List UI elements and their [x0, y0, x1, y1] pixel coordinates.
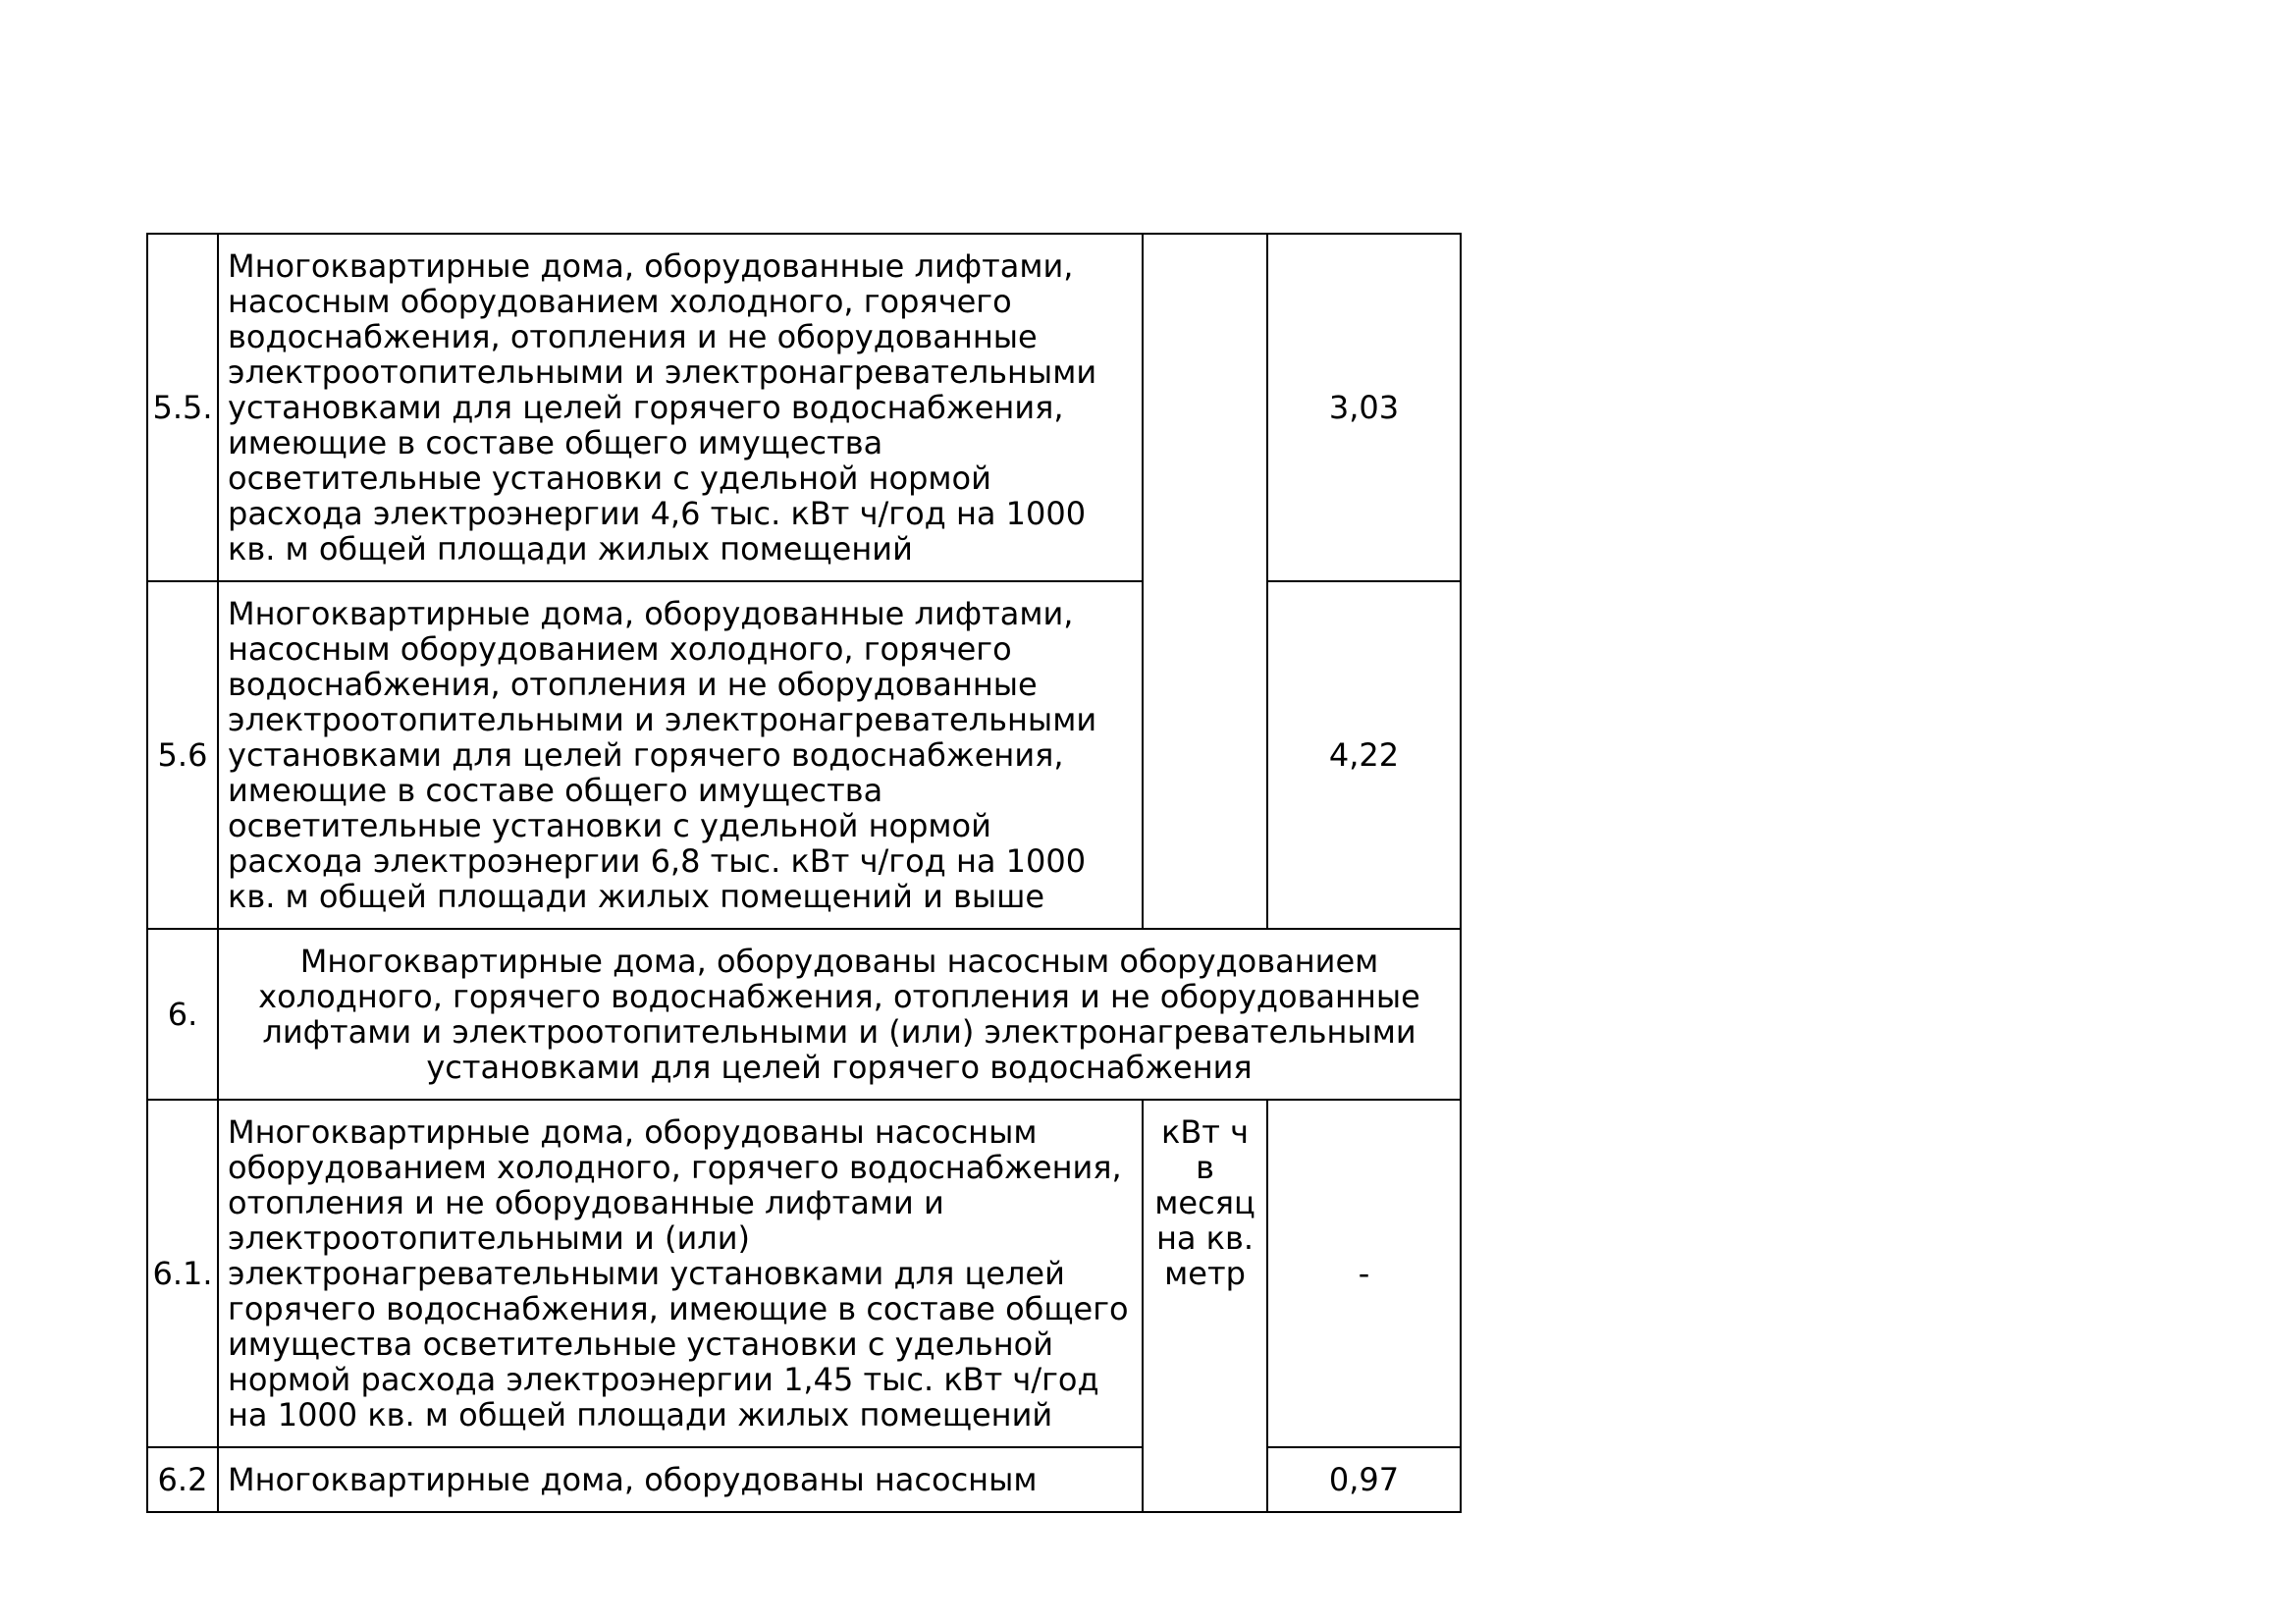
- row-description: Многоквартирные дома, оборудованные лифтами, насосным оборудованием холодного, горячего водоснабжения, отопления и не оборудованные электроотопительными и электронагревательными установками для целей горячего водоснабжения, имеющие в составе общего имущества осветительные установки с удельной нормой расхода электроэнергии 6,8 тыс. кВт ч/год на 1000 кв. м общей площади жилых помещений и выше: [218, 581, 1143, 929]
- section-heading: Многоквартирные дома, оборудованы насосным оборудованием холодного, горячего водоснабжения, отопления и не оборудованные лифтами и электроотопительными и (или) электронагревательными установками для целей горячего водоснабжения: [218, 929, 1461, 1100]
- row-description: Многоквартирные дома, оборудованы насосным оборудованием холодного, горячего водоснабжения, отопления и не оборудованные лифтами и электроотопительными и (или) электронагревательными установками для целей горячего водоснабжения, имеющие в составе общего имущества осветительные установки с удельной нормой расхода электроэнергии 1,45 тыс. кВт ч/год на 1000 кв. м общей площади жилых помещений: [218, 1100, 1143, 1447]
- row-value: 4,22: [1267, 581, 1461, 929]
- section-number: 6.: [147, 929, 218, 1100]
- row-unit: кВт ч в месяц на кв. метр: [1143, 1100, 1267, 1512]
- table-row: [147, 1100, 1461, 1447]
- row-value: 0,97: [1267, 1447, 1461, 1512]
- row-number: 6.2: [147, 1447, 218, 1512]
- row-description: Многоквартирные дома, оборудованные лифтами, насосным оборудованием холодного, горячего водоснабжения, отопления и не оборудованные электроотопительными и электронагревательными установками для целей горячего водоснабжения, имеющие в составе общего имущества осветительные установки с удельной нормой расхода электроэнергии 4,6 тыс. кВт ч/год на 1000 кв. м общей площади жилых помещений: [218, 234, 1143, 581]
- table-row: [147, 234, 1461, 581]
- consumption-norms-table: [146, 233, 1462, 1513]
- row-description: Многоквартирные дома, оборудованы насосным: [218, 1447, 1143, 1512]
- row-number: 6.1.: [147, 1100, 218, 1447]
- row-value: 3,03: [1267, 234, 1461, 581]
- row-value: -: [1267, 1100, 1461, 1447]
- row-number: 5.5.: [147, 234, 218, 581]
- table-section-row: [147, 929, 1461, 1100]
- row-number: 5.6: [147, 581, 218, 929]
- row-unit: [1143, 234, 1267, 929]
